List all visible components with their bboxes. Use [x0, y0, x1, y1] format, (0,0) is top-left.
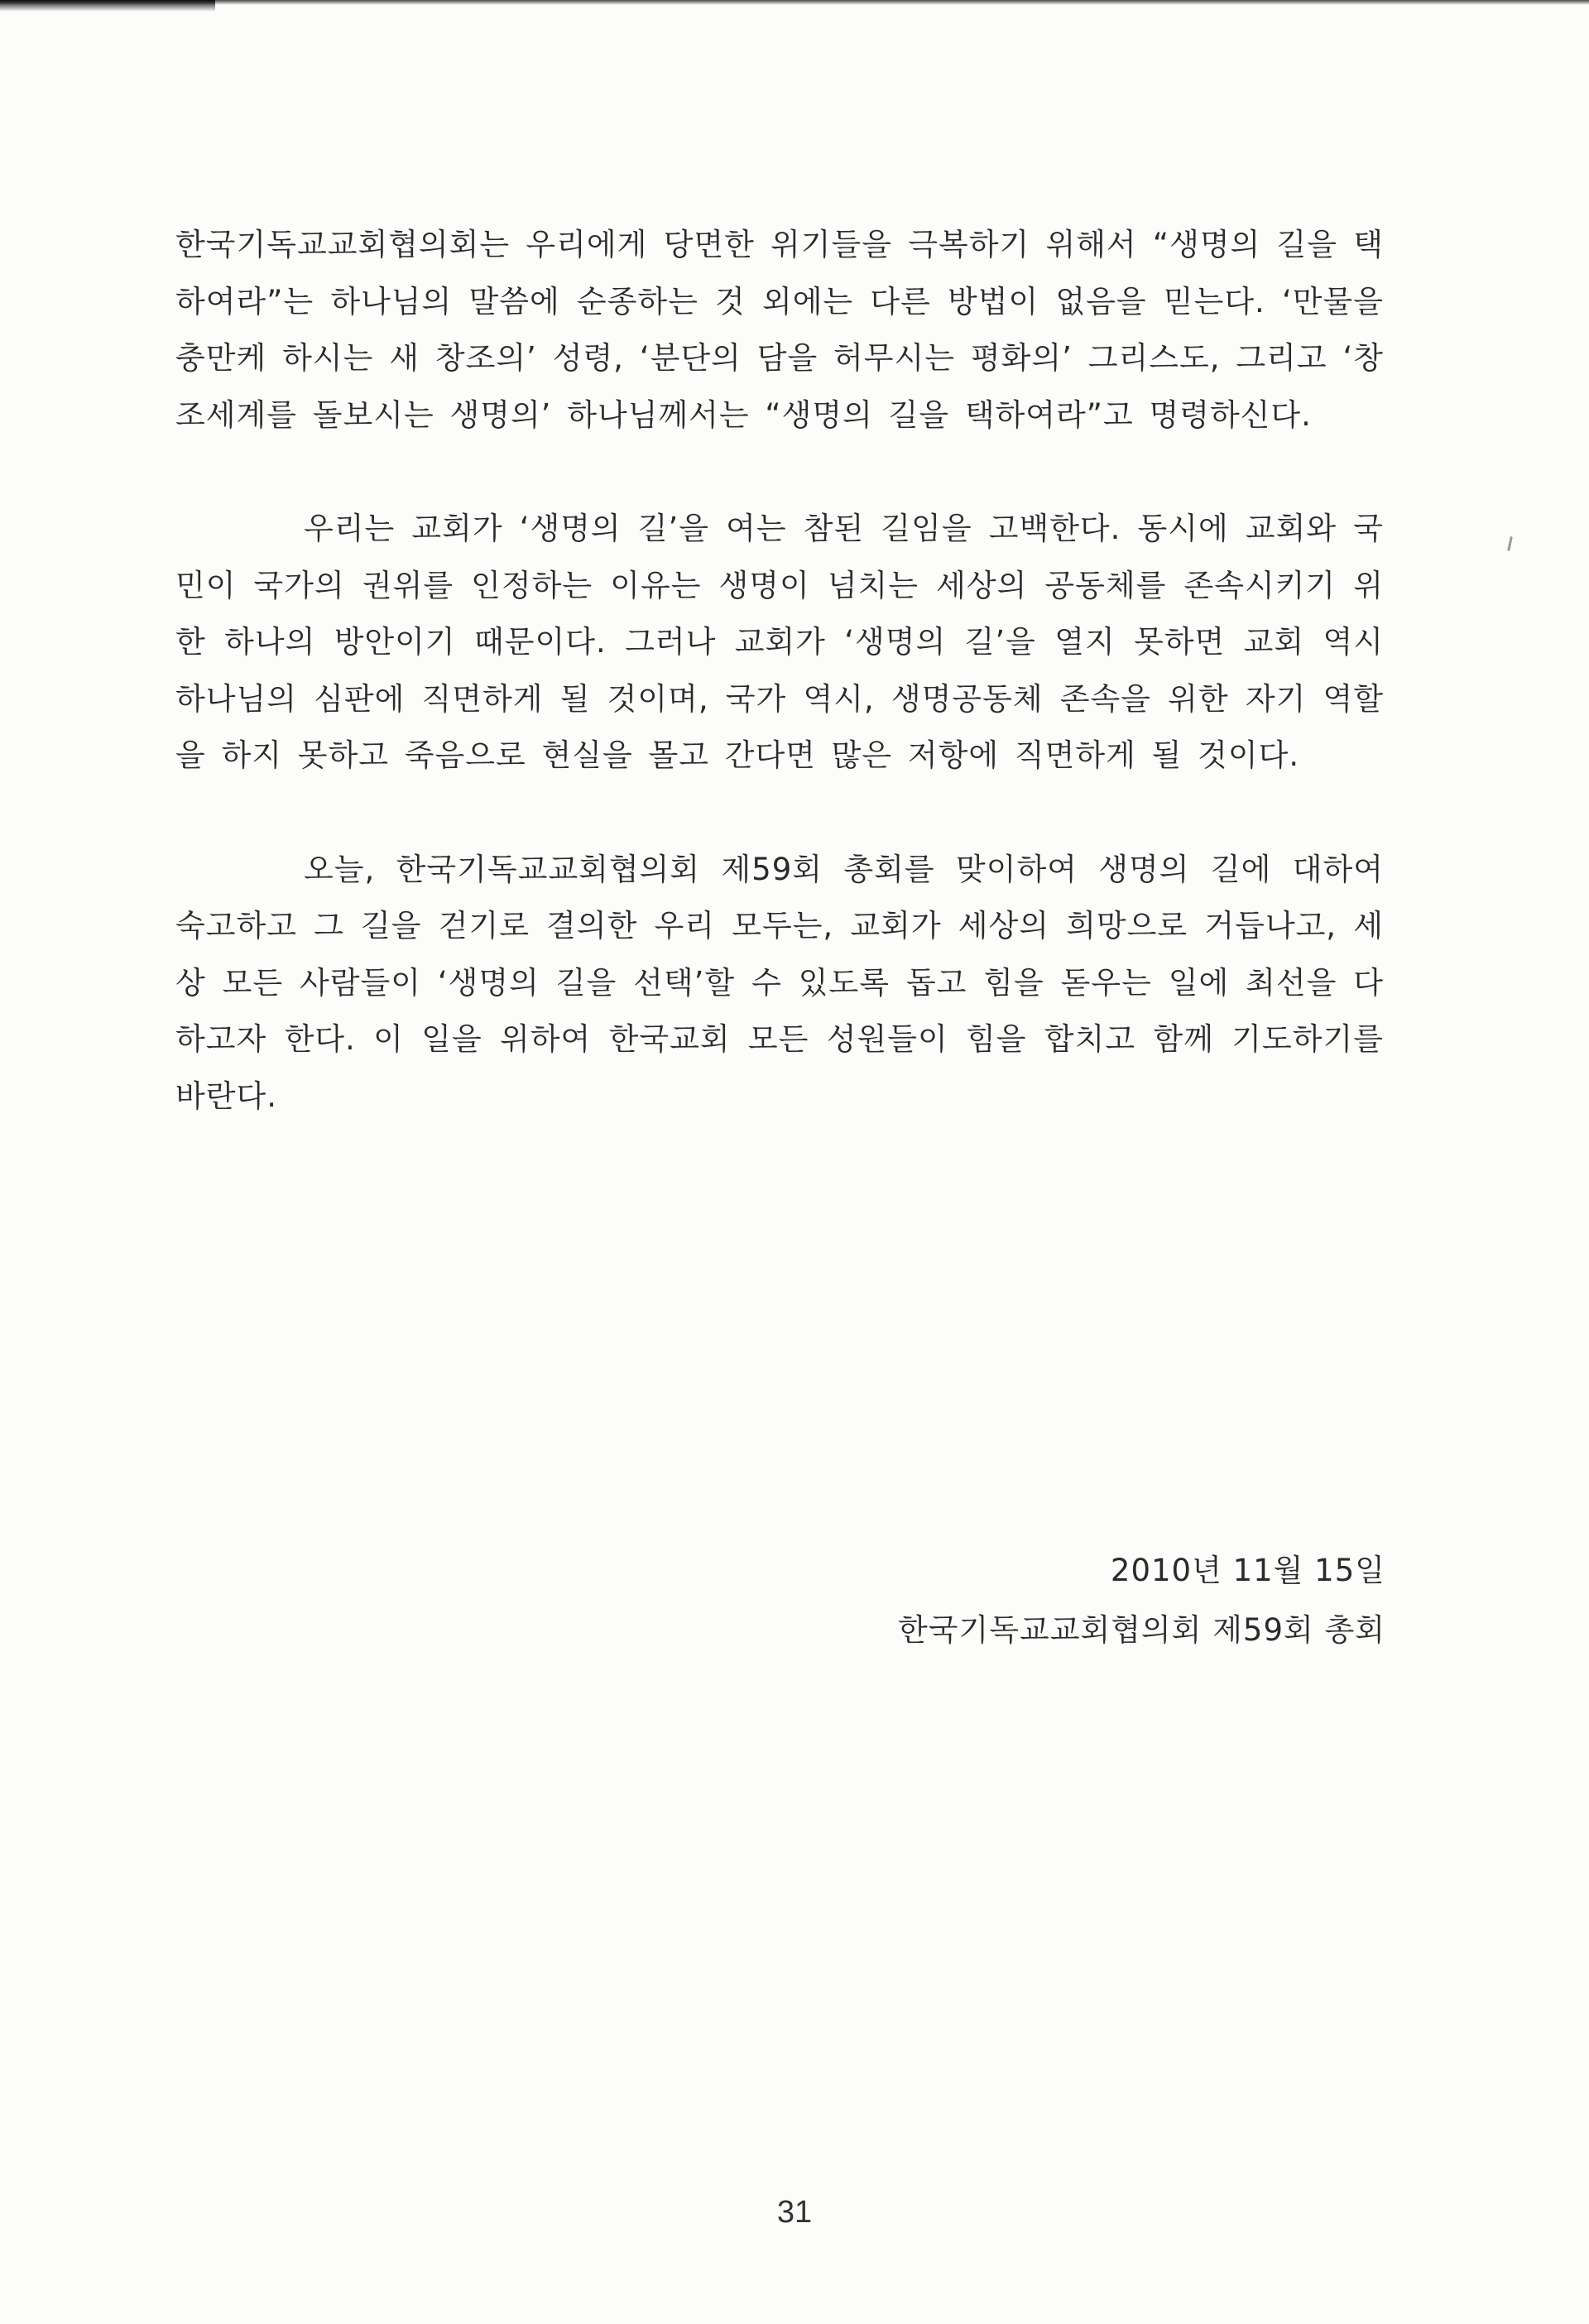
body-text: [175, 217, 1384, 1125]
signature-date: 2010년 11월 15일: [1110, 1553, 1385, 1588]
signature-block: [898, 1541, 1385, 1660]
scan-speck: [1507, 536, 1513, 551]
paragraph-2: 우리는 교회가 ‘생명의 길’을 여는 참된 길임을 고백한다. 동시에 교회와 국민이 국가의 권위를 인정하는 이유는 생명이 넘치는 세상의 공동체를 존속시키기 위한 하나의 방안이기 때문이다. 그러나 교회가 ‘생명의 길’을 열지 못하면 교회 역시 하나님의 심판에 직면하게 될 것이며, 국가 역시, 생명공동체 존속을 위한 자기 역할을 하지 못하고 죽음으로 현실을 몰고 간다면 많은 저항에 직면하게 될 것이다.: [175, 511, 1384, 773]
signature-organization: 한국기독교교회협의회 제59회 총회: [898, 1612, 1385, 1648]
scan-top-edge: [0, 0, 1589, 5]
paragraph-3: 오늘, 한국기독교교회협의회 제59회 총회를 맞이하여 생명의 길에 대하여 숙고하고 그 길을 걷기로 결의한 우리 모두는, 교회가 세상의 희망으로 거듭나고, 세상 모든 사람들이 ‘생명의 길을 선택’할 수 있도록 돕고 힘을 돋우는 일에 최선을 다하고자 한다. 이 일을 위하여 한국교회 모든 성원들이 힘을 합치고 함께 기도하기를 바란다.: [175, 851, 1384, 1114]
page-number: 31: [776, 2195, 813, 2230]
scan-corner-shadow: [0, 0, 215, 12]
paragraph-1: 한국기독교교회협의회는 우리에게 당면한 위기들을 극복하기 위해서 “생명의 길을 택하여라”는 하나님의 말씀에 순종하는 것 외에는 다른 방법이 없음을 믿는다. ‘만물을 충만케 하시는 새 창조의’ 성령, ‘분단의 담을 허무시는 평화의’ 그리스도, 그리고 ‘창조세계를 돌보시는 생명의’ 하나님께서는 “생명의 길을 택하여라”고 명령하신다.: [175, 227, 1384, 433]
